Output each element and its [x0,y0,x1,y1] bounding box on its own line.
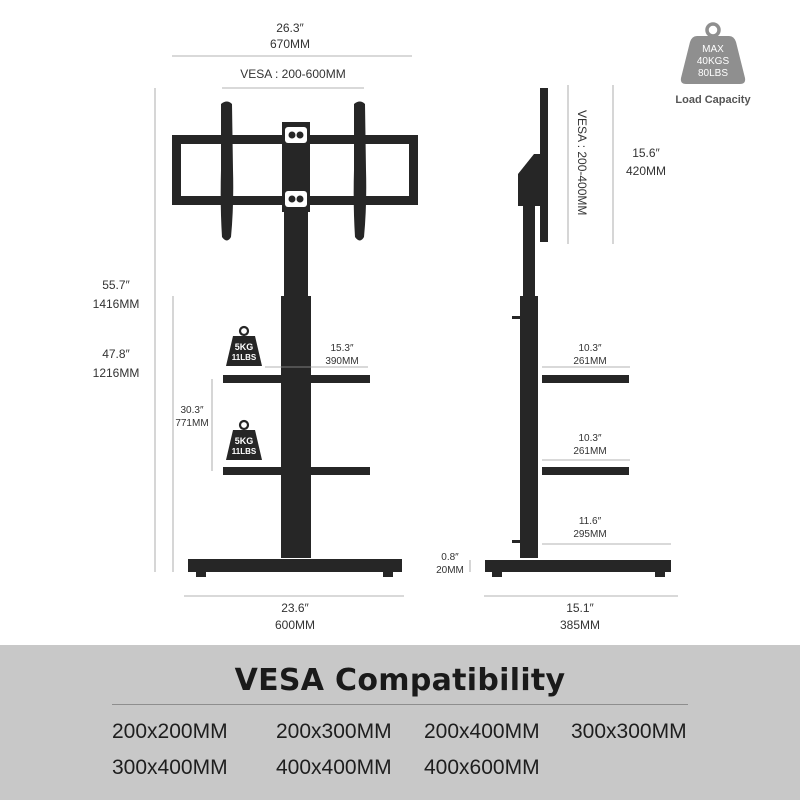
front-base [188,559,402,572]
top-width-mm: 670MM [269,37,311,51]
front-foot-right [383,572,393,577]
base-depth-inch: 15.1″ [566,601,594,615]
upper-shelf [223,375,370,383]
vesa-side-label: VESA : 200-400MM [575,110,589,216]
base-thickness-inch: 0.8″ [441,552,459,563]
right-vertical-arm [354,102,367,241]
upper-badge-kg: 5KG [234,342,254,352]
lower-shelf [223,467,370,475]
load-capacity-max: MAX [702,44,724,55]
load-capacity-badge [675,24,751,106]
side-tv-panel [540,88,548,242]
bracket-height-mm: 420MM [625,164,667,178]
upper-shelf-weight-icon [226,327,262,366]
lower-badge-lbs: 11LBS [231,447,257,456]
side-upper-shelf [542,375,629,383]
total-height-mm: 1416MM [92,297,140,311]
vesa-front-label: VESA : 200-600MM [240,67,346,81]
lower-depth-inch: 10.3″ [578,433,602,444]
mount-hole-bottom [285,191,307,207]
upper-depth-mm: 261MM [573,356,607,367]
shelf-gap-inch: 30.3″ [180,405,204,416]
load-capacity-kgs: 40KGS [696,56,730,67]
side-knob-lower [512,540,520,543]
base-top-depth-inch: 11.6″ [578,516,602,527]
lower-shelf-weight-icon [226,421,262,460]
base-width-mm: 600MM [274,618,316,632]
lower-depth-mm: 261MM [573,446,607,457]
vesa-size-item: 400x600MM [424,756,540,779]
side-view [436,85,678,632]
side-base [485,560,671,572]
upper-depth-inch: 10.3″ [578,343,602,354]
front-view [93,21,418,632]
side-bracket-arm [518,154,540,206]
vesa-compatibility-panel [0,645,800,800]
base-top-depth-mm: 295MM [573,529,607,540]
vesa-size-item: 200x400MM [424,720,540,743]
side-foot-left [492,572,502,577]
vesa-size-item: 200x300MM [276,720,392,743]
side-foot-right [655,572,665,577]
mount-hole-top [285,127,307,143]
vesa-compatibility-title: VESA Compatibility [234,663,566,698]
min-height-mm: 1216MM [92,366,140,380]
upper-badge-lbs: 11LBS [231,353,257,362]
load-capacity-lbs: 80LBS [697,68,729,79]
top-width-inch: 26.3″ [276,21,304,35]
vesa-size-item: 400x400MM [276,756,392,779]
vesa-size-item: 300x300MM [571,720,687,743]
weight-icon-ring [707,24,719,36]
base-width-inch: 23.6″ [281,601,309,615]
base-thickness-mm: 20MM [436,565,464,576]
front-foot-left [196,572,206,577]
total-height-inch: 55.7″ [102,278,130,292]
side-main-column [520,296,538,558]
lower-badge-kg: 5KG [234,436,254,446]
bracket-height-inch: 15.6″ [632,146,660,160]
vesa-size-item: 300x400MM [112,756,228,779]
left-vertical-arm [221,102,234,241]
shelf-width-inch: 15.3″ [330,343,354,354]
upper-column [284,212,308,296]
vesa-size-item: 200x200MM [112,720,228,743]
side-upper-column [523,206,535,296]
load-capacity-label: Load Capacity [675,94,751,106]
side-knob-upper [512,316,520,319]
base-depth-mm: 385MM [559,618,601,632]
main-column [281,296,311,558]
shelf-width-mm: 390MM [325,356,359,367]
side-lower-shelf [542,467,629,475]
shelf-gap-mm: 771MM [175,418,209,429]
vesa-compatibility-divider [112,704,688,705]
min-height-inch: 47.8″ [102,347,130,361]
